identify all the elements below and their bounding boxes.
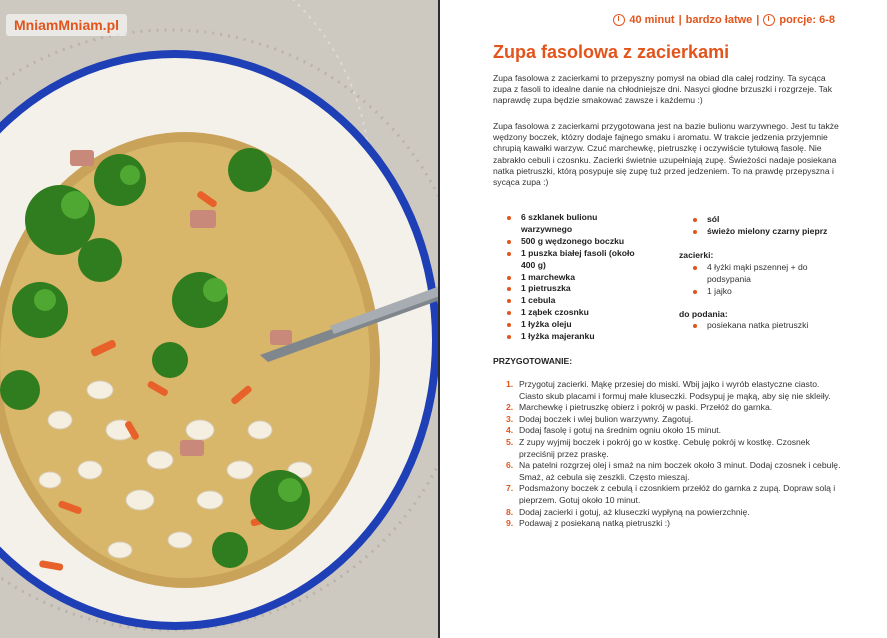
step-item — [493, 402, 843, 414]
step-item — [493, 518, 843, 530]
ingredient-item: świeżo mielony czarny pieprz — [693, 226, 843, 238]
zacierki-ingredients — [693, 262, 843, 298]
ingredient-item: 1 puszka białej fasoli (około 400 g) — [507, 248, 642, 272]
separator: | — [756, 14, 760, 26]
step-item — [493, 460, 843, 483]
ingredient-item: 1 marchewka — [507, 272, 642, 284]
zacierki-label: zacierki: — [679, 250, 714, 260]
ingredient-item: 1 pietruszka — [507, 283, 642, 295]
ingredient-item: 1 łyżka oleju — [507, 319, 642, 331]
clock-icon — [613, 14, 625, 26]
step-item — [493, 425, 843, 437]
ingredient-item: 1 ząbek czosnku — [507, 307, 642, 319]
step-number: 7. — [506, 483, 514, 494]
ingredient-item: posiekana natka pietruszki — [693, 320, 843, 332]
intro-paragraph-1: Zupa fasolowa z zacierkami to przepyszny pomysł na obiad dla całej rodziny. Ta sycąca zupa z fasoli to idealne danie na chłodniejsze dni. Nasyci głodne brzuszki i rozgrzeje. Tak naprawdę zupa będzie smakować zawsze i każdemu :) — [493, 73, 833, 106]
ingredient-item: 1 łyżka majeranku — [507, 331, 642, 343]
step-text: Dodaj zacierki i gotuj, aż kluseczki wypłyną na powierzchnię. — [519, 506, 750, 517]
ingredient-item: 1 cebula — [507, 295, 642, 307]
step-text: Podawaj z posiekaną natką pietruszki :) — [519, 518, 670, 529]
separator: | — [678, 14, 682, 26]
step-text: Marchewkę i pietruszkę obierz i pokrój w paski. Przełóż do garnka. — [519, 402, 773, 413]
recipe-title: Zupa fasolowa z zacierkami — [493, 42, 730, 62]
step-text: Podsmażony boczek z cebulą i czosnkiem przełóż do garnka z zupą. Dopraw solą i pieprzem. Gotuj około 10 minut. — [519, 483, 836, 505]
step-text: Dodaj fasolę i gotuj na średnim ogniu około 15 minut. — [519, 425, 722, 436]
step-number: 4. — [506, 425, 514, 436]
step-text: Dodaj boczek i wlej bulion warzywny. Zagotuj. — [519, 413, 694, 424]
ingredient-item: 1 jajko — [693, 286, 843, 298]
step-number: 9. — [506, 518, 514, 529]
step-text: Z zupy wyjmij boczek i pokrój go w kostkę. Cebulę pokrój w kostkę. Czosnek przeciśnij przez praskę. — [519, 436, 810, 459]
ingredient-item: 6 szklanek bulionu warzywnego — [507, 212, 642, 236]
ingredient-item: 500 g wędzonego boczku — [507, 236, 642, 248]
recipe-meta-header — [613, 14, 835, 26]
step-item — [493, 379, 843, 402]
preparation-title: PRZYGOTOWANIE: — [493, 356, 573, 366]
step-text: Przygotuj zacierki. Mąkę przesiej do miski. Wbij jajko i wyrób elastyczne ciasto. Ciasto skub placami i formuj małe kluseczki. Podsypuj je mąką, aby się nie skleiły. — [519, 379, 831, 401]
site-logo[interactable]: MniamMniam.pl — [6, 14, 127, 36]
serving-ingredients — [693, 320, 843, 332]
step-item — [493, 507, 843, 519]
serving-label: do podania: — [679, 309, 728, 319]
ingredient-item: sól — [693, 214, 843, 226]
ingredients-list-seasoning — [693, 214, 843, 238]
intro-paragraph-2: Zupa fasolowa z zacierkami przygotowana jest na bazie bulionu warzywnego. Jest tu także wędzony boczek, któzry dodaje fajnego smaku i aromatu. W trakcie jedzenia przyjemnie chrupią kawałki warzyw. Czuć marchewkę, pietruszkę i oczywiście tytułową fasolę. Nie zabrakło cebuli i czosnku. Zacierki świetnie uzupełniają zupę. Świeżości nadaje posiekana natka pietruszki, którą posypuje się zupę tuż przed jedzeniem. To na prawdę przepyszna i sycąca zupa :) — [493, 121, 839, 188]
soup-photo — [0, 0, 440, 638]
step-item — [493, 483, 843, 506]
step-item — [493, 437, 843, 460]
soup-bowl-illustration — [0, 0, 440, 638]
prep-time: 40 minut — [629, 14, 675, 26]
step-number: 1. — [506, 379, 514, 389]
ingredients-list-main — [507, 212, 642, 343]
preparation-steps — [493, 379, 843, 530]
plate-icon — [763, 14, 775, 26]
step-number: 8. — [506, 506, 514, 517]
step-text: Na patelni rozgrzej olej i smaż na nim boczek około 3 minut. Dodaj czosnek i cebulę. Smaż, aż cebula się zeszkli. Często mieszaj. — [519, 460, 841, 482]
ingredient-item: 4 łyżki mąki pszennej + do podsypania — [693, 262, 843, 286]
servings: porcje: 6-8 — [779, 14, 835, 26]
step-number: 2. — [506, 402, 514, 413]
step-number: 3. — [506, 413, 514, 424]
difficulty: bardzo łatwe — [685, 14, 753, 26]
step-number: 5. — [506, 436, 514, 447]
step-number: 6. — [506, 460, 514, 471]
step-item — [493, 414, 843, 426]
